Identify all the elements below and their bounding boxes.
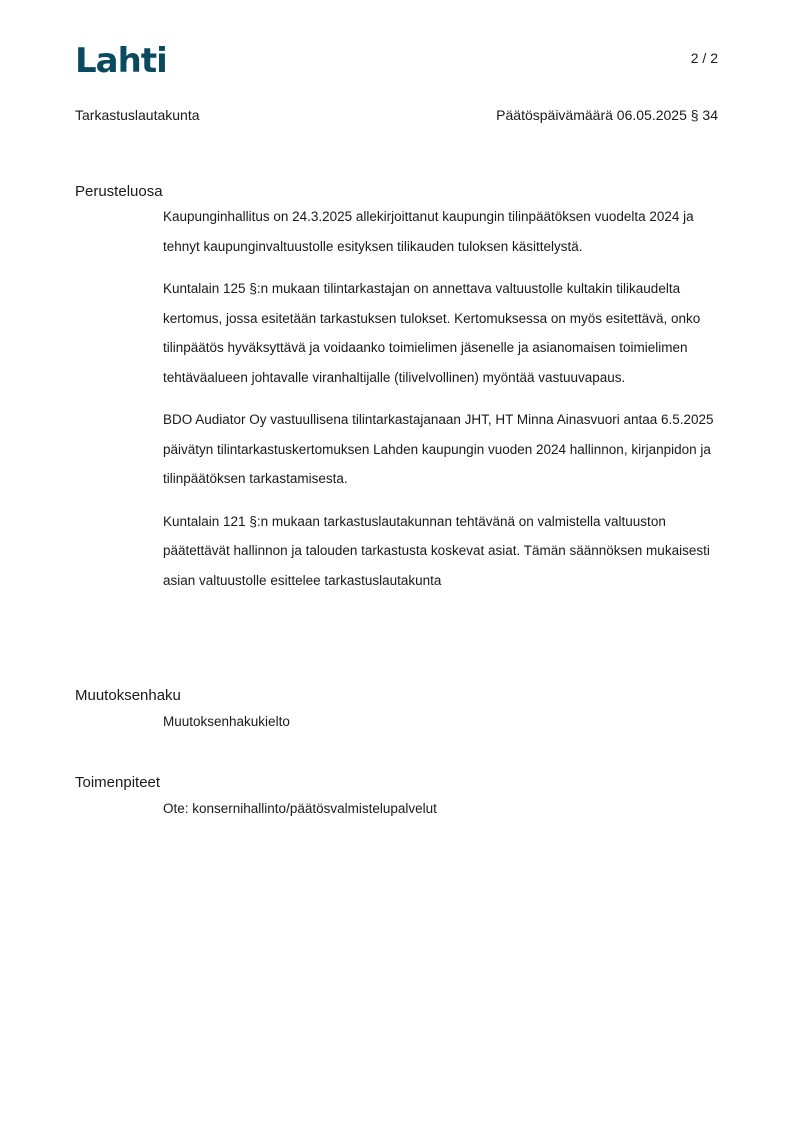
committee-name: Tarkastuslautakunta bbox=[75, 107, 200, 123]
section-heading-perusteluosa: Perusteluosa bbox=[75, 183, 163, 200]
decision-date: Päätöspäivämäärä 06.05.2025 § 34 bbox=[496, 107, 718, 123]
section-heading-muutoksenhaku: Muutoksenhaku bbox=[75, 687, 181, 704]
paragraph: BDO Audiator Oy vastuullisena tilintarkastajanaan JHT, HT Minna Ainasvuori antaa 6.5.2025 päivätyn tilintarkastuskertomuksen Lahden kaupungin vuoden 2024 hallinnon, kirjanpidon ja tilinpäätöksen tarkastamisesta. bbox=[163, 412, 714, 486]
lahti-logo: Lahti bbox=[75, 41, 167, 81]
page-number: 2 / 2 bbox=[690, 50, 718, 66]
perusteluosa-body bbox=[163, 202, 723, 595]
section-heading-toimenpiteet: Toimenpiteet bbox=[75, 774, 161, 791]
paragraph: Kaupunginhallitus on 24.3.2025 allekirjoittanut kaupungin tilinpäätöksen vuodelta 2024 ja tehnyt kaupunginvaltuustolle esityksen tilikauden tuloksen käsittelystä. bbox=[163, 209, 694, 254]
paragraph: Kuntalain 125 §:n mukaan tilintarkastajan on annettava valtuustolle kultakin tilikaudelta kertomus, jossa esitetään tarkastuksen tulokset. Kertomuksessa on myös esitettävä, onko tilinpäätös hyväksyttävä ja voidaanko toimielimen jäsenelle ja asianomaisen toimielimen tehtäväalueen johtavalle viranhaltijalle (tilivelvollinen) myöntää vastuuvapaus. bbox=[163, 281, 701, 385]
toimenpiteet-text: Ote: konsernihallinto/päätösvalmistelupalvelut bbox=[163, 801, 437, 816]
muutoksenhaku-text: Muutoksenhakukielto bbox=[163, 714, 290, 729]
paragraph: Kuntalain 121 §:n mukaan tarkastuslautakunnan tehtävänä on valmistella valtuuston päätettävät hallinnon ja talouden tarkastusta koskevat asiat. Tämän säännöksen mukaisesti asian valtuustolle esittelee tarkastuslautakunta bbox=[163, 513, 710, 588]
